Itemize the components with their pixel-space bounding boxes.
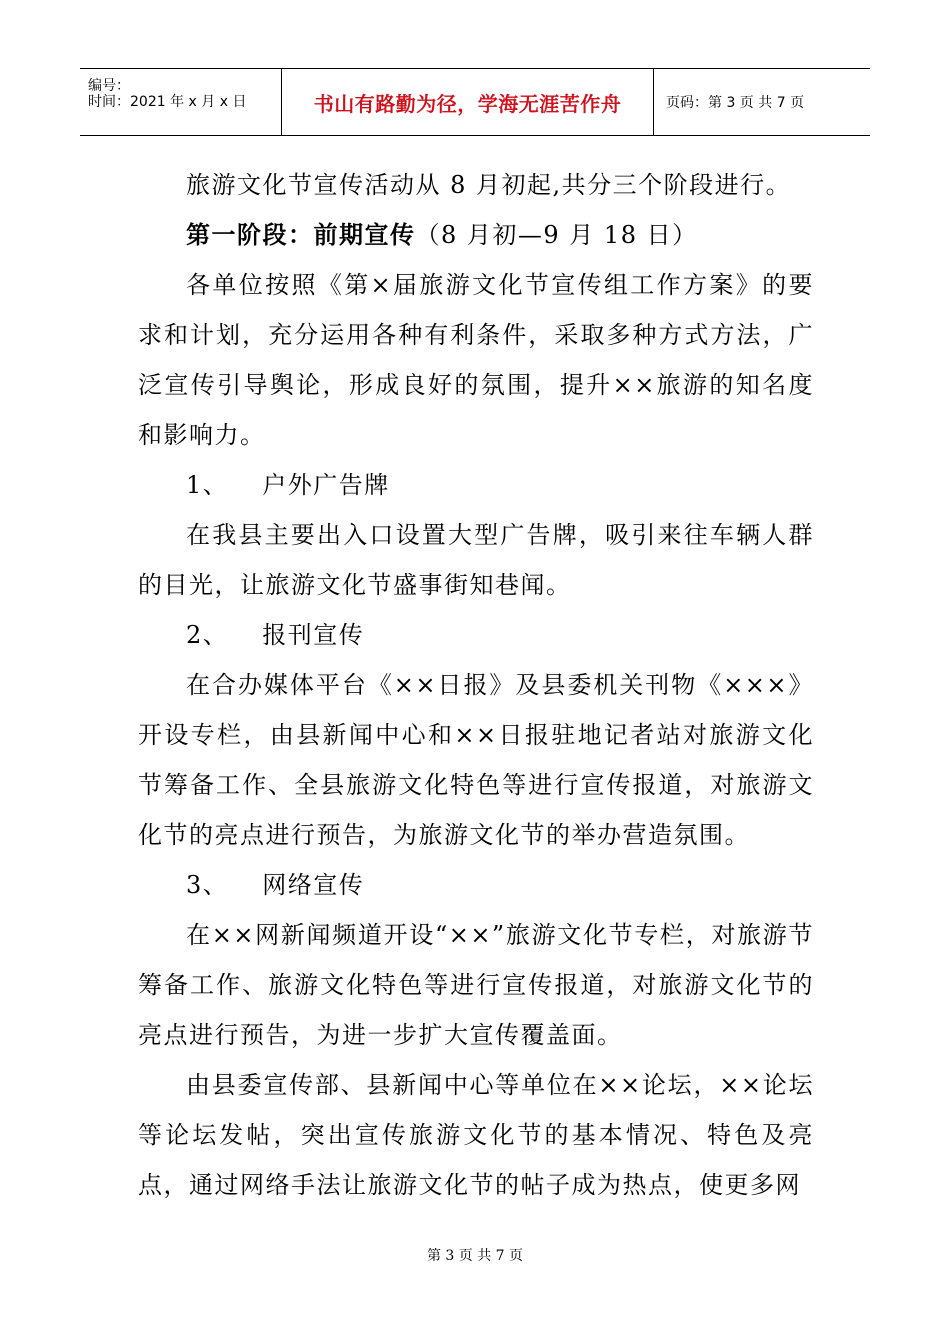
item-1-title: 户外广告牌 [262,471,390,499]
page-header [80,68,870,136]
forum-paragraph: 由县委宣传部、县新闻中心等单位在××论坛，××论坛等论坛发帖，突出宣传旅游文化节的基本情况、特色及亮点，通过网络手法让旅游文化节的帖子成为热点，使更多网 [138,1071,814,1199]
item-2-heading [138,610,814,660]
item-2-title: 报刊宣传 [262,621,365,649]
item-3-title: 网络宣传 [262,871,365,899]
document-number-label: 编号： [88,78,130,94]
header-motto: 书山有路勤为径，学海无涯苦作舟 [313,91,622,116]
stage1-paragraph: 各单位按照《第×届旅游文化节宣传组工作方案》的要求和计划，充分运用各种有利条件，采取多种方式方法，广泛宣传引导舆论，形成良好的氛围，提升××旅游的知名度和影响力。 [138,271,814,449]
intro-paragraph: 旅游文化节宣传活动从 8 月初起,共分三个阶段进行。 [186,171,792,199]
web-paragraph: 在××网新闻频道开设“××”旅游文化节专栏，对旅游节筹备工作、旅游文化特色等进行宣传报道，对旅游文化节的亮点进行预告，为进一步扩大宣传覆盖面。 [138,921,814,1049]
billboard-paragraph: 在我县主要出入口设置大型广告牌，吸引来往车辆人群的目光，让旅游文化节盛事街知巷闻。 [138,521,814,599]
item-3-number: 3、 [186,871,229,899]
stage1-dates: （8 月初—9 月 18 日） [415,221,698,249]
header-page-cell [654,69,870,135]
stage1-title: 第一阶段：前期宣传 [186,220,416,249]
stage1-heading [138,210,814,260]
item-1-heading [138,460,814,510]
document-time-label: 时间：2021 年 x 月 x 日 [88,94,247,110]
page-footer: 第 3 页 共 7 页 [426,1248,524,1264]
item-1-number: 1、 [186,471,229,499]
press-paragraph: 在合办媒体平台《××日报》及县委机关刊物《×××》开设专栏，由县新闻中心和××日报驻地记者站对旅游文化节筹备工作、全县旅游文化特色等进行宣传报道，对旅游文化节的亮点进行预告，为旅游文化节的举办营造氛围。 [138,671,814,849]
item-2-number: 2、 [186,621,229,649]
header-page-info: 页码：第 3 页 共 7 页 [666,95,805,111]
header-meta [80,69,282,135]
header-motto-cell [282,69,654,135]
document-body [138,160,814,1210]
item-3-heading [138,860,814,910]
